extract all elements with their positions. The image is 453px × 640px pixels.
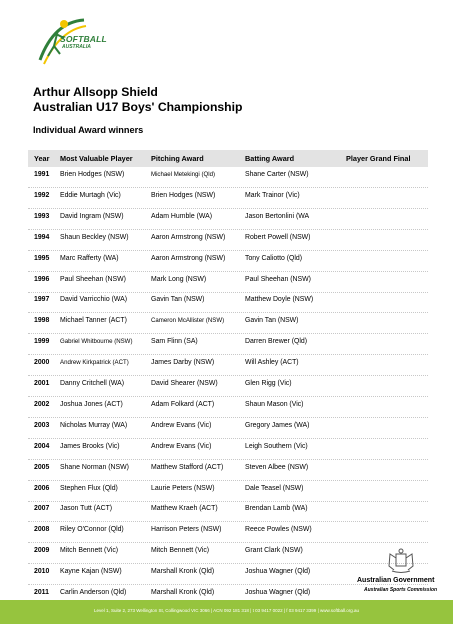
year-cell: 2003 [34,421,50,429]
year-cell: 1997 [34,296,50,304]
table-row [28,292,428,313]
pitching-cell: Andrew Evans (Vic) [151,421,212,429]
year-cell: 1991 [34,171,50,178]
table-row [28,418,428,439]
mvp-cell: Joshua Jones (ACT) [60,400,123,408]
table-row [28,334,428,355]
header-batting: Batting Award [245,154,295,163]
table-row [28,272,428,293]
pitching-cell: Michael Metekingi (Qld) [151,171,216,178]
year-cell: 2008 [34,526,50,534]
batting-cell: Joshua Wagner (Qld) [245,589,311,596]
year-cell: 2001 [34,380,50,387]
pitching-cell: Andrew Evans (Vic) [151,442,212,450]
logo-subtext: AUSTRALIA [62,44,91,50]
header-year: Year [34,154,50,163]
year-cell: 2009 [34,547,50,555]
table-row [28,501,428,522]
batting-cell: Shaun Mason (Vic) [245,400,304,408]
pitching-cell: Laurie Peters (NSW) [151,484,215,492]
mvp-cell: Brien Hodges (NSW) [60,171,125,178]
table-row [28,209,428,230]
coat-of-arms-icon [386,548,416,574]
table-row [28,460,428,481]
mvp-cell: Nicholas Murray (WA) [60,421,128,429]
pitching-cell: Adam Humble (WA) [151,212,213,220]
mvp-cell: Shaun Beckley (NSW) [60,233,129,241]
mvp-cell: Eddie Murtagh (Vic) [60,191,121,199]
batting-cell: Mark Trainor (Vic) [245,191,300,199]
header-pitching: Pitching Award [151,154,204,163]
table-row [28,313,428,334]
batting-cell: Tony Caliotto (Qld) [245,254,303,262]
table-row [28,230,428,251]
year-cell: 1998 [34,317,50,325]
year-cell: 1999 [34,338,50,346]
batting-cell: Gavin Tan (NSW) [245,317,299,325]
batting-cell: Paul Sheehan (NSW) [245,275,311,283]
pitching-cell: Cameron McAllister (NSW) [151,317,225,325]
batting-cell: Leigh Southern (Vic) [245,442,308,450]
table-header [28,150,428,167]
mvp-cell: Michael Tanner (ACT) [60,317,127,325]
year-cell: 1992 [34,191,50,199]
batting-cell: Robert Powell (NSW) [245,233,311,241]
mvp-cell: Stephen Flux (Qld) [60,484,118,492]
pitching-cell: Marshall Kronk (Qld) [151,589,215,596]
batting-cell: Gregory James (WA) [245,421,310,429]
year-cell: 1993 [34,212,50,220]
year-cell: 2002 [34,400,50,408]
mvp-cell: David Varricchio (WA) [60,296,128,304]
batting-cell: Darren Brewer (Qld) [245,338,308,346]
mvp-cell: David Ingram (NSW) [60,212,124,220]
header-mvp: Most Valuable Player [60,154,133,163]
batting-cell: Joshua Wagner (Qld) [245,568,311,576]
mvp-cell: Danny Critchell (WA) [60,380,125,387]
year-cell: 1995 [34,254,50,262]
footer-bar [0,600,453,624]
government-agency: Australian Sports Commission [364,587,438,593]
pitching-cell: Gavin Tan (NSW) [151,296,205,304]
table-row [28,355,428,376]
pitching-cell: Aaron Armstrong (NSW) [151,233,226,241]
table-row [28,188,428,209]
batting-cell: Glen Rigg (Vic) [245,380,292,387]
mvp-cell: Jason Tutt (ACT) [60,505,113,513]
year-cell: 2000 [34,359,50,367]
year-cell: 2011 [34,589,49,596]
pitching-cell: Marshall Kronk (Qld) [151,568,215,576]
batting-cell: Dale Teasel (NSW) [245,484,304,492]
pitching-cell: Mitch Bennett (Vic) [151,547,210,555]
table-row [28,167,428,188]
table-row [28,522,428,543]
pitching-cell: Mark Long (NSW) [151,275,207,283]
mvp-cell: James Brooks (Vic) [60,442,120,450]
batting-cell: Will Ashley (ACT) [245,359,299,367]
batting-cell: Jason Bertonlini (WA [245,212,310,220]
batting-cell: Reece Powles (NSW) [245,526,312,534]
page-title: Arthur Allsopp Shield [33,85,158,99]
year-cell: 1996 [34,275,50,283]
pitching-cell: Matthew Kraeh (ACT) [151,505,218,513]
mvp-cell: Andrew Kirkpatrick (ACT) [60,359,129,367]
pitching-cell: Aaron Armstrong (NSW) [151,254,226,262]
year-cell: 2006 [34,484,50,492]
pitching-cell: Matthew Stafford (ACT) [151,463,224,471]
year-cell: 2005 [34,463,50,471]
mvp-cell: Riley O'Connor (Qld) [60,526,124,534]
mvp-cell: Paul Sheehan (NSW) [60,275,126,283]
mvp-cell: Shane Norman (NSW) [60,463,129,471]
year-cell: 2007 [34,505,50,513]
pitching-cell: James Darby (NSW) [151,359,215,367]
pitching-cell: Adam Folkard (ACT) [151,400,215,408]
table-row [28,376,428,397]
table-row [28,543,428,564]
pitching-cell: Brien Hodges (NSW) [151,191,216,199]
footer-contact-text: Level 1, Suite 2, 273 Wellington St, Collingwood VIC 3066 | ACN 092 181 318 | t 03 9417 0022 | f 03 9417 3399 | www.softball.org.au [93,608,360,613]
batting-cell: Grant Clark (NSW) [245,547,303,555]
table-row [28,481,428,502]
pitching-cell: Harrison Peters (NSW) [151,526,222,534]
batting-cell: Shane Carter (NSW) [245,171,309,178]
year-cell: 2004 [34,442,50,450]
table-row [28,251,428,272]
mvp-cell: Marc Rafferty (WA) [60,254,119,262]
logo-wordmark: SOFTBALL [60,34,107,44]
table-row [28,397,428,418]
header-grand-final: Player Grand Final [346,154,411,163]
section-heading: Individual Award winners [33,125,144,135]
year-cell: 1994 [34,233,50,241]
mvp-cell: Kayne Kajan (NSW) [60,568,122,576]
pitching-cell: Sam Flinn (SA) [151,338,198,346]
mvp-cell: Carlin Anderson (Qld) [60,589,127,596]
mvp-cell: Gabriel Whitbourne (NSW) [60,338,133,346]
batting-cell: Steven Albee (NSW) [245,463,309,471]
year-cell: 2010 [34,568,50,576]
batting-cell: Brendan Lamb (WA) [245,505,308,513]
table-row [28,439,428,460]
government-name: Australian Government [357,577,435,584]
mvp-cell: Mitch Bennett (Vic) [60,547,119,555]
pitching-cell: David Shearer (NSW) [151,380,218,387]
batting-cell: Matthew Doyle (NSW) [245,296,314,304]
page-subtitle: Australian U17 Boys' Championship [33,100,243,114]
